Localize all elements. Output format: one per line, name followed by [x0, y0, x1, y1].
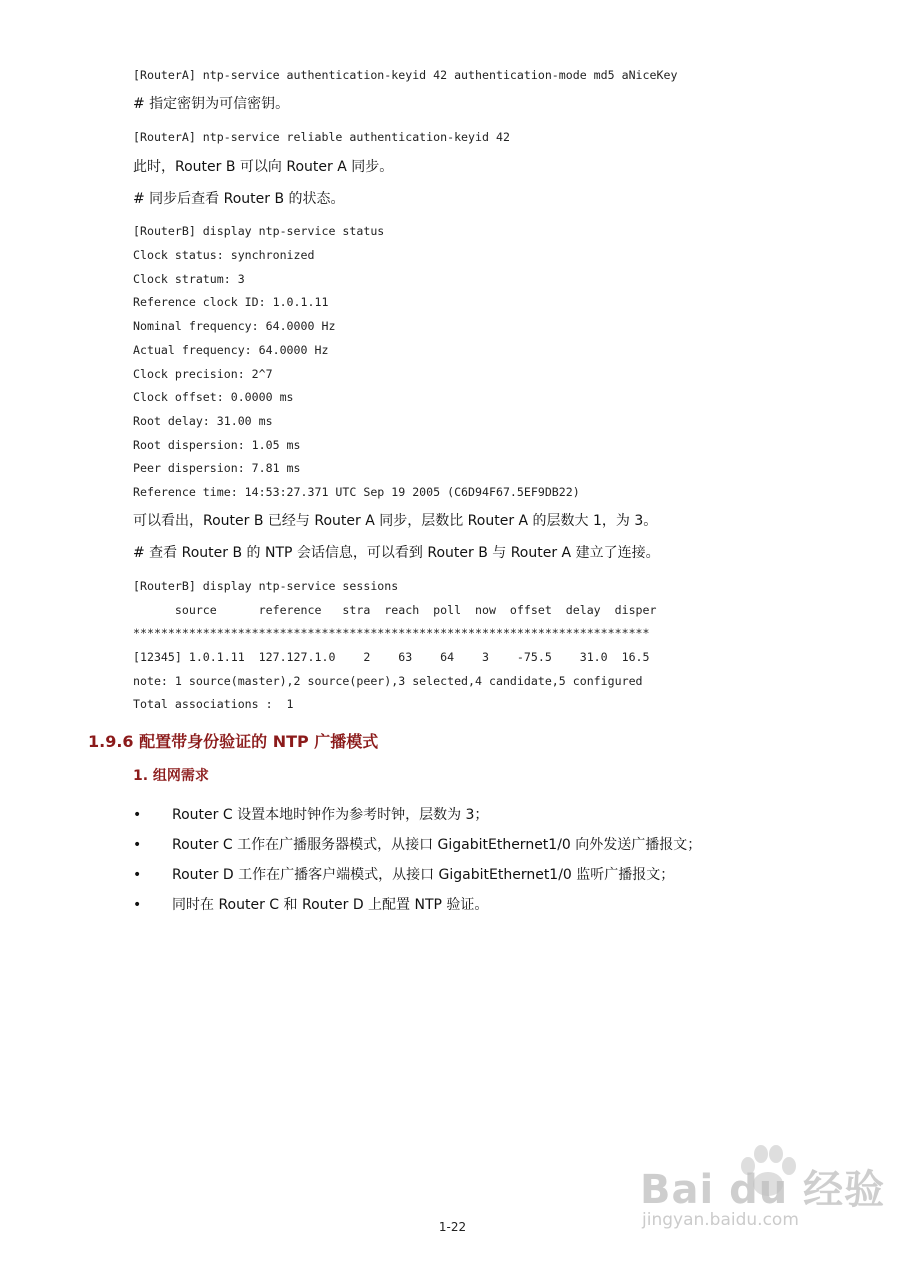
page-number: 1-22 — [438, 1220, 467, 1234]
list-item-text: Router C 工作在广播服务器模式，从接口 GigabitEthernet1/0 向外发送广播报文； — [172, 837, 702, 853]
code-authentication-keyid: [RouterA] ntp-service authentication-keyid 42 authentication-mode md5 aNiceKey — [133, 68, 678, 82]
bullet-icon: • — [133, 837, 142, 853]
code-line: Reference clock ID: 1.0.1.11 — [133, 295, 329, 309]
watermark-logo: Bai du 经验 — [640, 1167, 886, 1213]
list-item-text: Router D 工作在广播客户端模式，从接口 GigabitEthernet1/0 监听广播报文； — [172, 867, 675, 883]
para-check-status: # 同步后查看 Router B 的状态。 — [133, 191, 345, 207]
code-line: Clock status: synchronized — [133, 248, 315, 262]
bullet-icon: • — [133, 867, 142, 883]
code-reliable-key: [RouterA] ntp-service reliable authentication-keyid 42 — [133, 130, 510, 144]
code-line: Actual frequency: 64.0000 Hz — [133, 343, 329, 357]
code-line: Clock stratum: 3 — [133, 272, 245, 286]
list-item-text: 同时在 Router C 和 Router D 上配置 NTP 验证。 — [172, 897, 489, 913]
code-line: ************************************************************************** — [133, 626, 650, 640]
code-line: Total associations : 1 — [133, 697, 294, 711]
bullet-icon: • — [133, 897, 142, 913]
code-line: [12345] 1.0.1.11 127.127.1.0 2 63 64 3 -75.5 31.0 16.5 — [133, 650, 650, 664]
watermark-url: jingyan.baidu.com — [642, 1210, 799, 1230]
list-item-text: Router C 设置本地时钟作为参考时钟，层数为 3； — [172, 807, 489, 823]
code-line: Root delay: 31.00 ms — [133, 414, 273, 428]
code-line: [RouterB] display ntp-service status — [133, 224, 385, 238]
para-sync: 此时，Router B 可以向 Router A 同步。 — [133, 159, 394, 175]
code-line: [RouterB] display ntp-service sessions — [133, 579, 399, 593]
code-line: Reference time: 14:53:27.371 UTC Sep 19 2005 (C6D94F67.5EF9DB22) — [133, 485, 580, 499]
subheading: 1. 组网需求 — [133, 768, 209, 784]
code-line: note: 1 source(master),2 source(peer),3 selected,4 candidate,5 configured — [133, 674, 643, 688]
code-line: source reference stra reach poll now offset delay disper — [133, 603, 657, 617]
code-line: Nominal frequency: 64.0000 Hz — [133, 319, 336, 333]
code-line: Clock precision: 2^7 — [133, 367, 273, 381]
code-line: Peer dispersion: 7.81 ms — [133, 461, 301, 475]
para-sessions: # 查看 Router B 的 NTP 会话信息，可以看到 Router B 与 Router A 建立了连接。 — [133, 545, 660, 561]
para-result: 可以看出，Router B 已经与 Router A 同步，层数比 Router A 的层数大 1，为 3。 — [133, 513, 658, 529]
para-trusted-key: # 指定密钥为可信密钥。 — [133, 96, 290, 112]
section-heading: 1.9.6 配置带身份验证的 NTP 广播模式 — [88, 732, 379, 751]
code-line: Root dispersion: 1.05 ms — [133, 438, 301, 452]
bullet-icon: • — [133, 807, 142, 823]
code-line: Clock offset: 0.0000 ms — [133, 390, 294, 404]
